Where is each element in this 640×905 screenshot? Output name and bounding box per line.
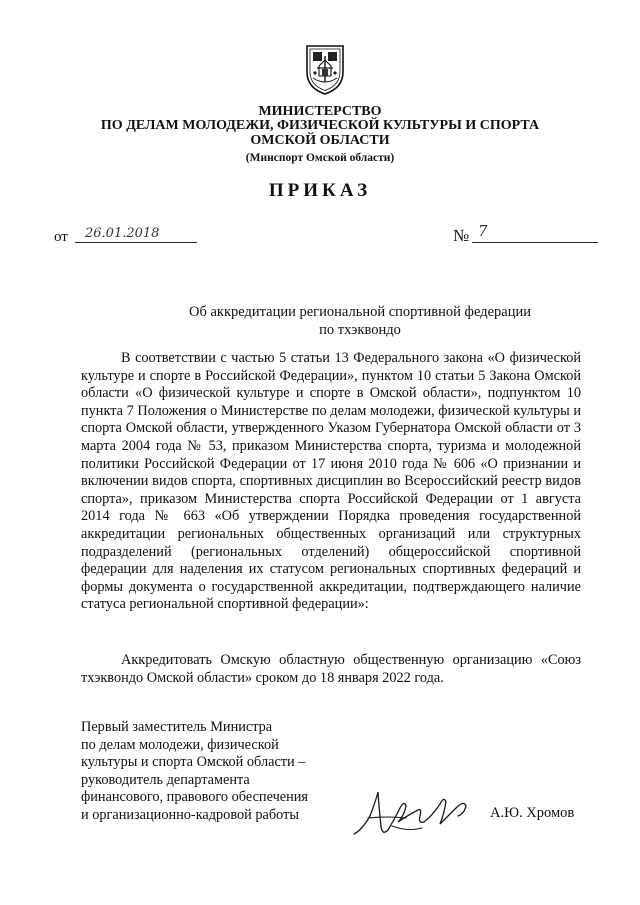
signer-position-line: руководитель департамента [81,771,250,788]
decision-paragraph: Аккредитовать Омскую областную общественную организацию «Союз тхэквондо Омской области» сроком до 18 января 2022 года. [81,652,581,686]
signer-position-line: и организационно-кадровой работы [81,806,299,823]
subject-line-2: по тхэквондо [319,322,401,338]
signer-position-line: культуры и спорта Омской области – [81,754,306,771]
date-value: 26.01.2018 [85,226,160,241]
number-value: 7 [478,222,488,240]
signer-position [81,719,308,825]
org-short-name: (Минспорт Омской области) [245,152,395,164]
subject-line-1: Об аккредитации региональной спортивной федерации [189,304,531,320]
number-label: № [453,226,470,245]
signer-position-line: финансового, правового обеспечения [81,789,308,806]
number-underline [472,242,598,243]
handwritten-signature [348,786,478,844]
coat-of-arms-icon [303,42,347,96]
org-name-line-3: ОМСКОЙ ОБЛАСТИ [250,133,390,148]
document-subject [170,303,550,339]
signer-position-line: Первый заместитель Министра [81,719,273,735]
org-name-line-1: МИНИСТЕРСТВО [258,104,382,119]
document-title: ПРИКАЗ [268,180,372,201]
signer-position-line: по делам молодежи, физической [81,736,279,753]
date-label: от [54,229,68,245]
date-underline [75,242,197,243]
signer-name: А.Ю. Хромов [490,805,575,821]
preamble-paragraph: В соответствии с частью 5 статьи 13 Федерального закона «О физической культуре и спорте в Российской Федерации», пунктом 10 статьи 5 Закона Омской области «О физической культуре и спорте в Омской области», подпунктом 10 пункта 7 Положения о Министерстве по делам молодежи, физической культуры и спорта Омской области, утвержденного Указом Губернатора Омской области от 3 марта 2004 года № 53, приказом Министерства спорта, туризма и молодежной политики Российской Федерации от 17 июня 2010 года № 606 «О признании и включении видов спорта, спортивных дисциплин во Всероссийский реестр видов спорта», приказом Министерства спорта Российской Федерации от 1 августа 2014 года № 663 «Об утверждении Порядка проведения государственной аккредитации региональных общественных организаций или структурных подразделений (региональных отделений) общероссийской спортивной федерации для наделения их статусом региональных спортивных федераций и формы документа о государственной аккредитации, подтверждающего наличие статуса региональной спортивной федерации»: [81,350,581,613]
org-name-line-2: ПО ДЕЛАМ МОЛОДЕЖИ, ФИЗИЧЕСКОЙ КУЛЬТУРЫ И СПОРТА [100,118,540,133]
